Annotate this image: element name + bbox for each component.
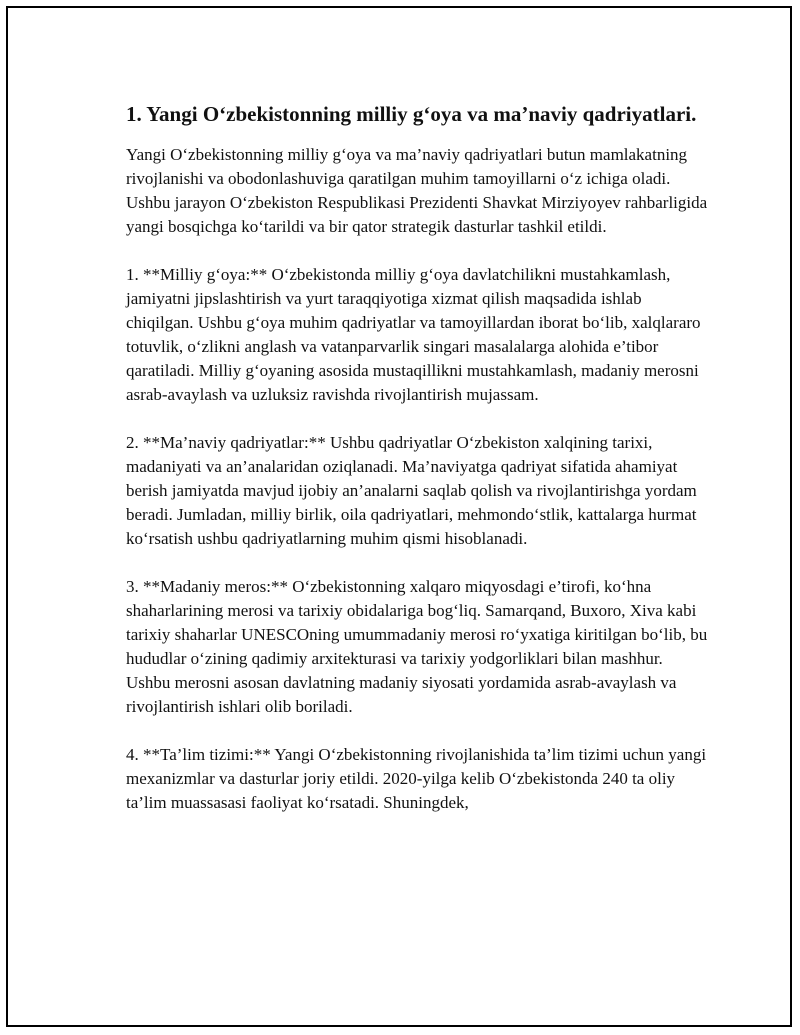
document-title: 1. Yangi O‘zbekistonning milliy g‘oya va ma’naviy qadriyatlari. — [126, 102, 697, 126]
paragraph-talim-tizimi: 4. **Ta’lim tizimi:** Yangi O‘zbekistonning rivojlanishida ta’lim tizimi uchun yangi mexanizmlar va dasturlar joriy etildi. 2020-yilga kelib O‘zbekistonda 240 ta oliy ta’lim muassasasi faoliyat ko‘rsatadi. Shuningdek, — [126, 745, 707, 812]
document-body — [126, 100, 708, 839]
intro-paragraph: Yangi O‘zbekistonning milliy g‘oya va ma’naviy qadriyatlari butun mamlakatning rivojlanishi va obodonlashuviga qaratilgan muhim tamoyillarni o‘z ichiga oladi. Ushbu jarayon O‘zbekiston Respublikasi Prezidenti Shavkat Mirziyoyev rahbarligida yangi bosqichga ko‘tarildi va bir qator strategik dasturlar tashkil etildi. — [126, 145, 708, 236]
paragraph-madaniy-meros: 3. **Madaniy meros:** O‘zbekistonning xalqaro miqyosdagi e’tirofi, ko‘hna shaharlarining merosi va tarixiy obidalariga bog‘liq. Samarqand, Buxoro, Xiva kabi tarixiy shaharlar UNESCOning umummadaniy merosi ro‘yxatiga kiritilgan bo‘lib, bu hududlar o‘zining qadimiy arxitekturasi va tarixiy yodgorliklari bilan mashhur. Ushbu merosni asosan davlatning madaniy siyosati yordamida asrab-avaylash va rivojlantirish ishlari olib boriladi. — [126, 577, 708, 716]
page-frame — [6, 6, 792, 1027]
paragraph-milliy-goya: 1. **Milliy g‘oya:** O‘zbekistonda milliy g‘oya davlatchilikni mustahkamlash, jamiyatni jipslashtirish va yurt taraqqiyotiga xizmat qilish maqsadida ishlab chiqilgan. Ushbu g‘oya muhim qadriyatlar va tamoyillardan iborat bo‘lib, xalqlararo totuvlik, o‘zlikni anglash va vatanparvarlik singari masalalarga alohida e’tibor qaratiladi. Milliy g‘oyaning asosida mustaqillikni mustahkamlash, madaniy merosni asrab-avaylash va uzluksiz ravishda rivojlantirish mujassam. — [126, 265, 701, 404]
paragraph-manaviy-qadriyatlar: 2. **Ma’naviy qadriyatlar:** Ushbu qadriyatlar O‘zbekiston xalqining tarixi, madaniyati va an’analaridan oziqlanadi. Ma’naviyatga qadriyat sifatida ahamiyat berish jamiyatda mavjud ijobiy an’analarni saqlab qolish va rivojlantirishga yordam beradi. Jumladan, milliy birlik, oila qadriyatlari, mehmondo‘stlik, kattalarga hurmat ko‘rsatish ushbu qadriyatlarning muhim qismi hisoblanadi. — [126, 433, 697, 548]
